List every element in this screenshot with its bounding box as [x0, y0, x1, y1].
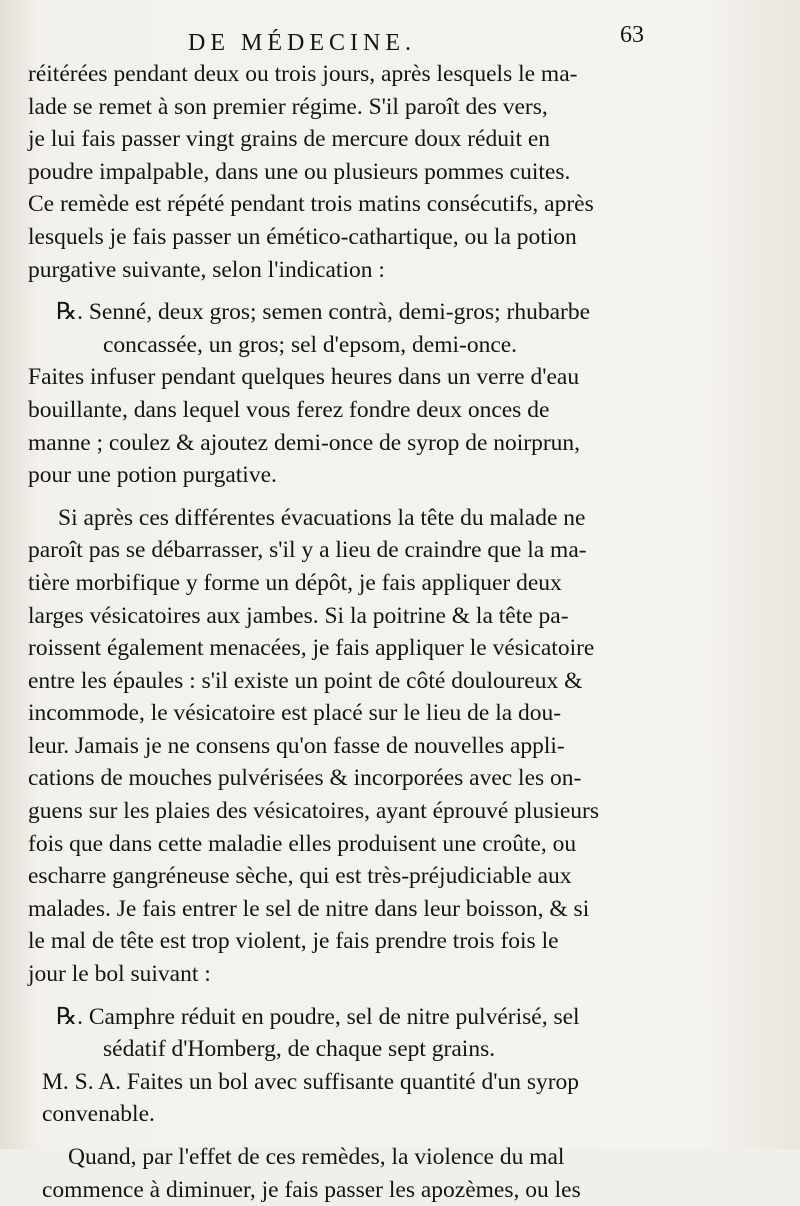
- text-line: escharre gangréneuse sèche, qui est très-préjudiciable aux: [28, 863, 572, 890]
- text-line: lade se remet à son premier régime. S'il paroît des vers,: [28, 93, 548, 120]
- text-line: paroît pas se débarrasser, s'il y a lieu de craindre que la ma-: [28, 537, 587, 564]
- text-line: purgative suivante, selon l'indication :: [28, 256, 385, 283]
- running-head: DE MÉDECINE.: [188, 30, 416, 56]
- text-line: lesquels je fais passer un émético-cathartique, ou la potion: [28, 223, 577, 250]
- text-line: commence à diminuer, je fais passer les apozèmes, ou les: [42, 1176, 581, 1203]
- text-line: réitérées pendant deux ou trois jours, après lesquels le ma-: [28, 61, 578, 87]
- text-line: Si après ces différentes évacuations la tête du malade ne: [58, 504, 586, 531]
- text-line: poudre impalpable, dans une ou plusieurs pommes cuites.: [28, 158, 571, 185]
- prescription-line: sédatif d'Homberg, de chaque sept grains.: [103, 1036, 496, 1063]
- text-line: roissent également menacées, je fais appliquer le vésicatoire: [28, 635, 595, 662]
- text-line: larges vésicatoires aux jambes. Si la poitrine & la tête pa-: [28, 602, 569, 629]
- text-line: jour le bol suivant :: [28, 961, 211, 988]
- text-line: incommode, le vésicatoire est placé sur le lieu de la dou-: [28, 700, 562, 727]
- text-line: tière morbifique y forme un dépôt, je fais appliquer deux: [28, 569, 562, 596]
- text-line: cations de mouches pulvérisées & incorporées avec les on-: [28, 765, 582, 792]
- text-line: Quand, par l'effet de ces remèdes, la violence du mal: [68, 1144, 565, 1170]
- text-line: M. S. A. Faites un bol avec suffisante quantité d'un syrop: [42, 1068, 580, 1095]
- text-line: entre les épaules : s'il existe un point de côté douloureux &: [28, 667, 583, 694]
- prescription-line: ℞. Camphre réduit en poudre, sel de nitre pulvérisé, sel: [56, 1003, 580, 1030]
- text-line: manne ; coulez & ajoutez demi-once de syrop de noirprun,: [28, 429, 581, 456]
- text-line: fois que dans cette maladie elles produisent une croûte, ou: [28, 830, 577, 857]
- text-line: pour une potion purgative.: [28, 462, 277, 489]
- prescription-line: concassée, un gros; sel d'epsom, demi-once.: [103, 331, 518, 358]
- text-line: Ce remède est répété pendant trois matins consécutifs, après: [28, 191, 594, 218]
- text-line: convenable.: [42, 1101, 155, 1128]
- text-line: je lui fais passer vingt grains de mercure doux réduit en: [28, 126, 551, 153]
- page-number: 63: [620, 22, 644, 48]
- text-line: le mal de tête est trop violent, je fais prendre trois fois le: [28, 928, 559, 955]
- text-line: guens sur les plaies des vésicatoires, ayant éprouvé plusieurs: [28, 798, 600, 825]
- text-line: bouillante, dans lequel vous ferez fondre deux onces de: [28, 396, 550, 423]
- body-text: [28, 58, 668, 1206]
- text-line: Faites infuser pendant quelques heures dans un verre d'eau: [28, 364, 580, 391]
- prescription-line: ℞. Senné, deux gros; semen contrà, demi-gros; rhubarbe: [56, 299, 591, 326]
- text-line: leur. Jamais je ne consens qu'on fasse de nouvelles appli-: [28, 732, 565, 759]
- text-line: malades. Je fais entrer le sel de nitre dans leur boisson, & si: [28, 895, 590, 922]
